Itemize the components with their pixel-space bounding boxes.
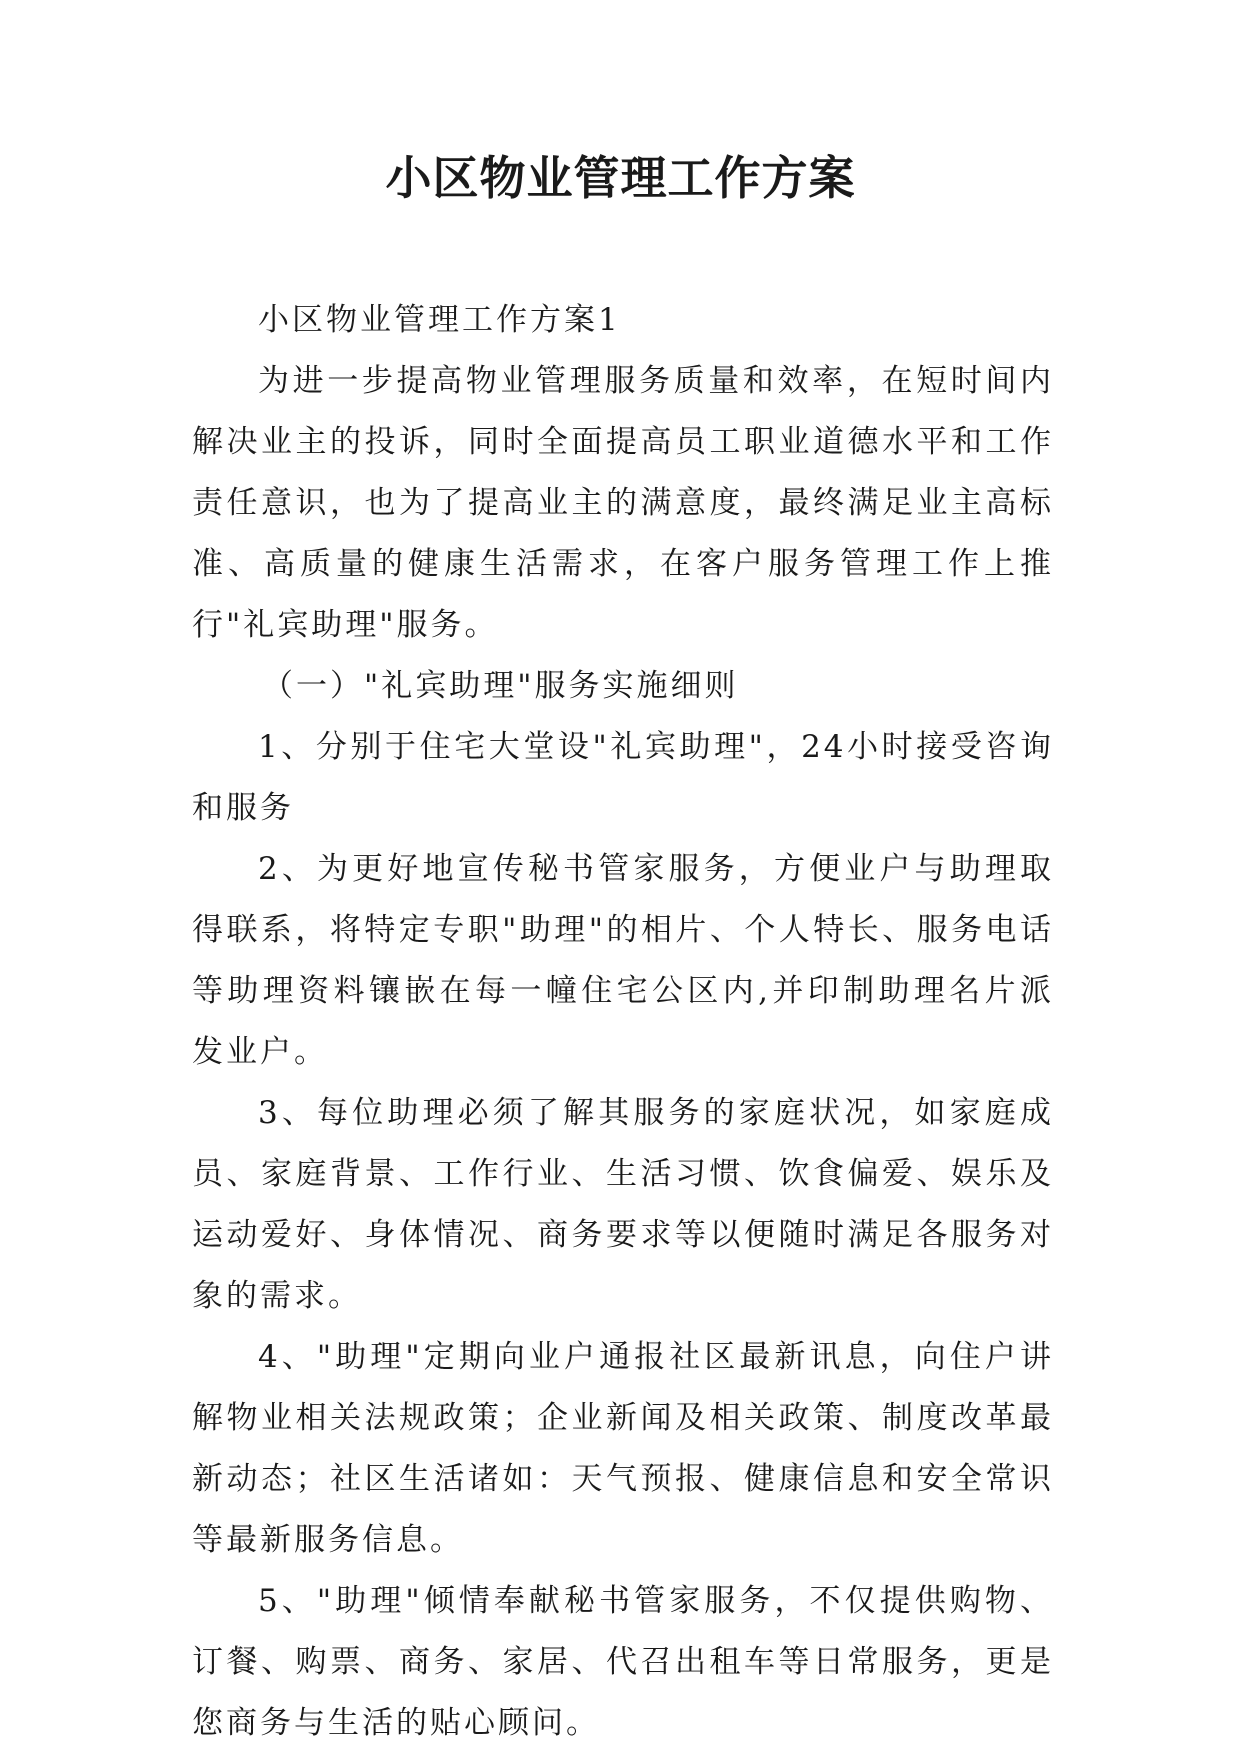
document-title: 小区物业管理工作方案 bbox=[385, 151, 856, 205]
list-item-3: 3、每位助理必须了解其服务的家庭状况，如家庭成员、家庭背景、工作行业、生活习惯、饮食偏爱、娱乐及运动爱好、身体情况、商务要求等以便随时满足各服务对象的需求。 bbox=[192, 1095, 1054, 1314]
section-heading: 小区物业管理工作方案1 bbox=[258, 302, 621, 338]
list-item-1: 1、分别于住宅大堂设"礼宾助理"，24小时接受咨询和服务 bbox=[192, 729, 1054, 826]
subsection-heading: （一）"礼宾助理"服务实施细则 bbox=[262, 668, 739, 704]
document-body bbox=[192, 290, 1054, 1754]
list-item-5: 5、"助理"倾情奉献秘书管家服务，不仅提供购物、订餐、购票、商务、家居、代召出租车等日常服务，更是您商务与生活的贴心顾问。 bbox=[192, 1583, 1054, 1741]
list-item-2: 2、为更好地宣传秘书管家服务，方便业户与助理取得联系，将特定专职"助理"的相片、个人特长、服务电话等助理资料镶嵌在每一幢住宅公区内,并印制助理名片派发业户。 bbox=[192, 851, 1054, 1070]
intro-paragraph: 为进一步提高物业管理服务质量和效率，在短时间内解决业主的投诉，同时全面提高员工职业道德水平和工作责任意识，也为了提高业主的满意度，最终满足业主高标准、高质量的健康生活需求，在客户服务管理工作上推行"礼宾助理"服务。 bbox=[192, 363, 1054, 643]
list-item-4: 4、"助理"定期向业户通报社区最新讯息，向住户讲解物业相关法规政策；企业新闻及相关政策、制度改革最新动态；社区生活诸如：天气预报、健康信息和安全常识等最新服务信息。 bbox=[192, 1339, 1054, 1558]
